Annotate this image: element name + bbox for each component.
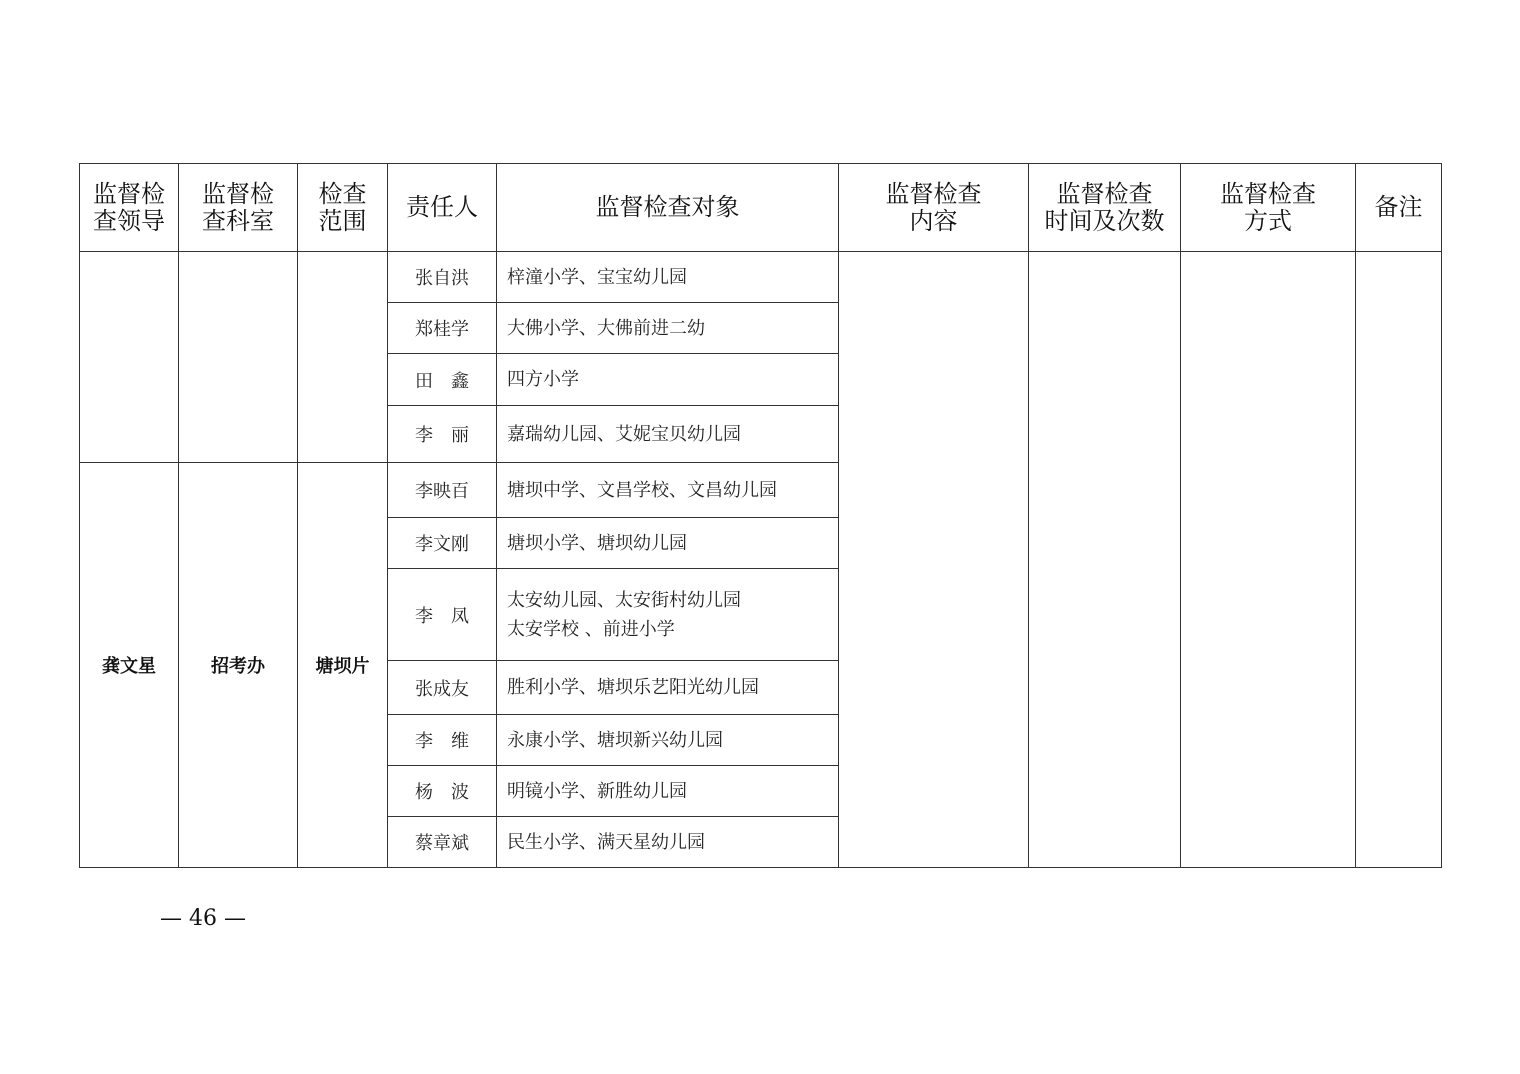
inspection-target: 民生小学、满天星幼儿园 xyxy=(497,817,839,868)
group1-leader-cell xyxy=(80,252,179,463)
responsible-person: 李 维 xyxy=(388,715,497,766)
responsible-person: 李文刚 xyxy=(388,518,497,569)
inspection-target: 塘坝小学、塘坝幼儿园 xyxy=(497,518,839,569)
group1-office-cell xyxy=(179,252,298,463)
responsible-person: 杨 波 xyxy=(388,766,497,817)
page-number: — 46 — xyxy=(160,906,246,931)
group1-scope-cell xyxy=(298,252,388,463)
responsible-person: 李 凤 xyxy=(388,569,497,661)
header-content: 监督检查 内容 xyxy=(839,164,1029,252)
time-cell xyxy=(1029,252,1181,868)
inspection-target: 太安幼儿园、太安街村幼儿园 太安学校 、前进小学 xyxy=(497,569,839,661)
responsible-person: 张成友 xyxy=(388,661,497,715)
group2-scope-cell: 塘坝片 xyxy=(298,463,388,868)
header-target: 监督检查对象 xyxy=(497,164,839,252)
inspection-target: 明镜小学、新胜幼儿园 xyxy=(497,766,839,817)
inspection-target: 四方小学 xyxy=(497,354,839,406)
group2-office-cell: 招考办 xyxy=(179,463,298,868)
responsible-person: 李 丽 xyxy=(388,406,497,463)
responsible-person: 李映百 xyxy=(388,463,497,518)
header-method: 监督检查 方式 xyxy=(1181,164,1356,252)
inspection-target: 大佛小学、大佛前进二幼 xyxy=(497,303,839,354)
remark-cell xyxy=(1356,252,1442,868)
method-cell xyxy=(1181,252,1356,868)
inspection-target: 胜利小学、塘坝乐艺阳光幼儿园 xyxy=(497,661,839,715)
responsible-person: 田 鑫 xyxy=(388,354,497,406)
responsible-person: 郑桂学 xyxy=(388,303,497,354)
inspection-target: 塘坝中学、文昌学校、文昌幼儿园 xyxy=(497,463,839,518)
header-row xyxy=(80,164,1442,252)
header-scope: 检查 范围 xyxy=(298,164,388,252)
responsible-person: 蔡章斌 xyxy=(388,817,497,868)
header-office: 监督检 查科室 xyxy=(179,164,298,252)
header-leader: 监督检 查领导 xyxy=(80,164,179,252)
header-time: 监督检查 时间及次数 xyxy=(1029,164,1181,252)
supervision-table xyxy=(79,163,1442,868)
table-row xyxy=(80,252,1442,303)
inspection-target: 梓潼小学、宝宝幼儿园 xyxy=(497,252,839,303)
group2-leader-cell: 龚文星 xyxy=(80,463,179,868)
header-remark: 备注 xyxy=(1356,164,1442,252)
inspection-target: 永康小学、塘坝新兴幼儿园 xyxy=(497,715,839,766)
responsible-person: 张自洪 xyxy=(388,252,497,303)
content-cell xyxy=(839,252,1029,868)
header-responsible: 责任人 xyxy=(388,164,497,252)
inspection-target: 嘉瑞幼儿园、艾妮宝贝幼儿园 xyxy=(497,406,839,463)
